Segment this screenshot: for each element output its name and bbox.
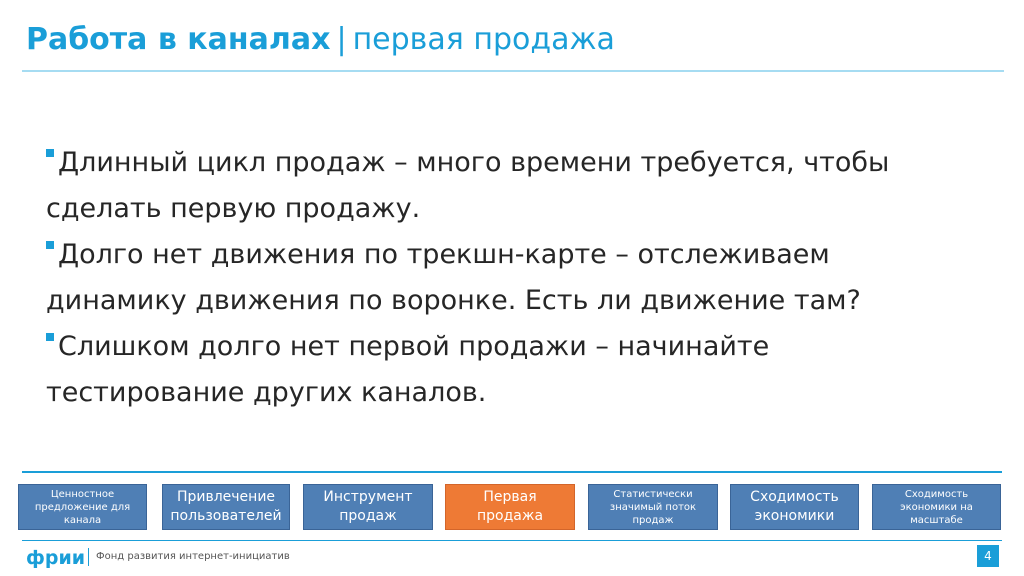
step-first-sale bbox=[445, 484, 575, 530]
timeline-divider bbox=[22, 471, 1002, 473]
square-bullet-icon bbox=[46, 149, 54, 157]
logo-separator bbox=[88, 548, 89, 566]
bullet-text: Долго нет движения по трекшн-карте – отслеживаем динамику движения по воронке. Есть ли движение там? bbox=[46, 239, 861, 316]
title-separator: | bbox=[336, 22, 347, 57]
step-label: Ценностное предложение для канала bbox=[34, 488, 131, 526]
page-number: 4 bbox=[977, 545, 999, 567]
step-label: Инструмент продаж bbox=[323, 489, 413, 524]
bullet-text: Длинный цикл продаж – много времени требуется, чтобы сделать первую продажу. bbox=[46, 147, 890, 224]
step-label: Привлечение пользователей bbox=[170, 489, 282, 524]
bullet-text: Слишком долго нет первой продажи – начинайте тестирование других каналов. bbox=[46, 331, 770, 408]
step-label: Сходимость экономики на масштабе bbox=[900, 488, 973, 526]
bullet-item bbox=[46, 324, 946, 416]
step-user-acquisition bbox=[162, 484, 290, 530]
step-economics-convergence bbox=[730, 484, 859, 530]
footer-divider bbox=[22, 540, 1002, 541]
title-light: первая продажа bbox=[352, 22, 615, 57]
bullet-item bbox=[46, 232, 946, 324]
title-bold: Работа в каналах bbox=[26, 22, 331, 57]
frii-logo: фрии bbox=[26, 547, 86, 569]
step-label: Сходимость экономики bbox=[750, 489, 839, 524]
step-value-proposition bbox=[18, 484, 147, 530]
page-title bbox=[26, 20, 615, 60]
bullet-item bbox=[46, 140, 946, 232]
step-label: Статистически значимый поток продаж bbox=[609, 488, 697, 526]
step-economics-at-scale bbox=[872, 484, 1001, 530]
title-divider bbox=[22, 70, 1004, 72]
square-bullet-icon bbox=[46, 241, 54, 249]
step-label: Первая продажа bbox=[476, 489, 544, 524]
step-significant-sales-flow bbox=[588, 484, 718, 530]
square-bullet-icon bbox=[46, 333, 54, 341]
process-steps bbox=[18, 484, 1003, 532]
bullet-list bbox=[46, 140, 946, 416]
organization-tagline: Фонд развития интернет-инициатив bbox=[96, 551, 290, 562]
step-sales-tool bbox=[303, 484, 433, 530]
